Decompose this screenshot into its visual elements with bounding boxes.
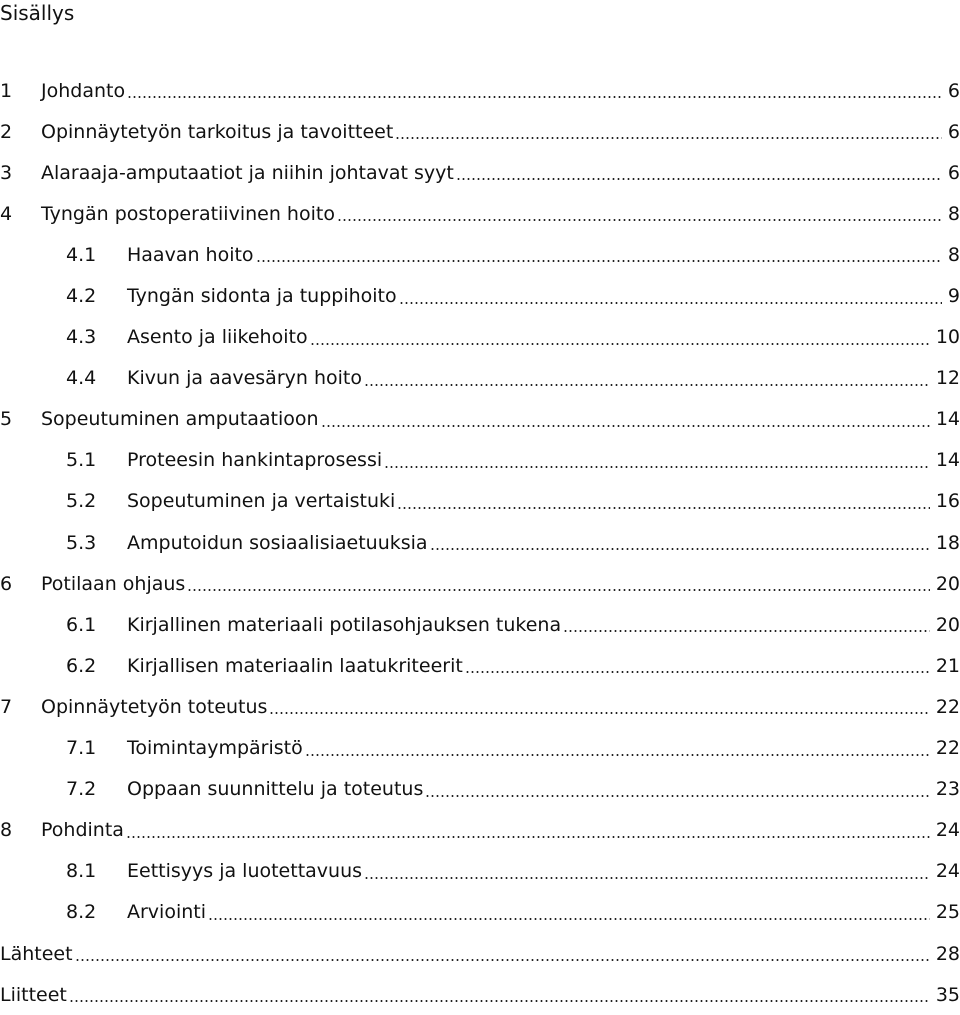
toc-entry-number: 4.3 bbox=[66, 326, 97, 349]
toc-entry[interactable] bbox=[0, 399, 960, 440]
toc-entry-number: 8.1 bbox=[66, 860, 97, 883]
toc-entry-title: Opinnäytetyön tarkoitus ja tavoitteet bbox=[41, 120, 394, 143]
dot-leader bbox=[310, 343, 930, 345]
toc-entry[interactable] bbox=[0, 810, 960, 851]
toc-entry-title: Lähteet bbox=[0, 942, 73, 965]
toc-entry-page-number: 24 bbox=[935, 819, 960, 842]
toc-entry-number: 1 bbox=[0, 79, 13, 102]
toc-entry-title: Alaraaja-amputaatiot ja niihin johtavat syyt bbox=[41, 161, 454, 184]
toc-entry[interactable] bbox=[0, 645, 960, 686]
toc-entry-title: Eettisyys ja luotettavuus bbox=[127, 860, 363, 883]
toc-entry-number: 5 bbox=[0, 408, 13, 431]
toc-entry-title: Tyngän postoperatiivinen hoito bbox=[41, 202, 335, 225]
table-of-contents bbox=[0, 70, 960, 1015]
toc-entry[interactable] bbox=[0, 317, 960, 358]
toc-entry-page-number: 9 bbox=[947, 285, 960, 308]
dot-leader bbox=[395, 137, 942, 139]
dot-leader bbox=[397, 507, 929, 509]
toc-entry-number: 4.2 bbox=[66, 285, 97, 308]
toc-entry-title: Proteesin hankintaprosessi bbox=[127, 449, 383, 472]
toc-entry[interactable] bbox=[0, 358, 960, 399]
dot-leader bbox=[305, 754, 930, 756]
toc-entry-page-number: 10 bbox=[935, 326, 960, 349]
dot-leader bbox=[465, 671, 930, 673]
toc-entry[interactable] bbox=[0, 851, 960, 892]
toc-entry[interactable] bbox=[0, 234, 960, 275]
dot-leader bbox=[208, 918, 930, 920]
toc-entry-number: 7.1 bbox=[66, 737, 97, 760]
toc-entry-title: Haavan hoito bbox=[127, 243, 254, 266]
toc-entry-number: 5.3 bbox=[66, 531, 97, 554]
toc-entry-page-number: 28 bbox=[935, 942, 960, 965]
toc-entry-number: 6.1 bbox=[66, 613, 97, 636]
toc-entry-page-number: 24 bbox=[935, 860, 960, 883]
toc-entry[interactable] bbox=[0, 152, 960, 193]
toc-entry-page-number: 35 bbox=[935, 983, 960, 1006]
toc-entry-number: 4 bbox=[0, 202, 13, 225]
toc-entry-page-number: 18 bbox=[935, 531, 960, 554]
dot-leader bbox=[384, 466, 930, 468]
toc-entry-title: Amputoidun sosiaalisiaetuuksia bbox=[127, 531, 428, 554]
toc-entry-title: Kirjallisen materiaalin laatukriteerit bbox=[127, 654, 463, 677]
toc-entry-number: 2 bbox=[0, 120, 13, 143]
toc-entry-title: Sopeutuminen amputaatioon bbox=[41, 408, 319, 431]
toc-entry[interactable] bbox=[0, 440, 960, 481]
dot-leader bbox=[399, 302, 942, 304]
toc-entry[interactable] bbox=[0, 892, 960, 933]
toc-entry[interactable] bbox=[0, 728, 960, 769]
toc-entry-title: Tyngän sidonta ja tuppihoito bbox=[127, 285, 397, 308]
toc-entry[interactable] bbox=[0, 686, 960, 727]
toc-entry[interactable] bbox=[0, 522, 960, 563]
dot-leader bbox=[256, 260, 942, 262]
dot-leader bbox=[337, 219, 942, 221]
toc-entry-title: Potilaan ohjaus bbox=[41, 572, 186, 595]
toc-entry-number: 8 bbox=[0, 819, 13, 842]
toc-entry-title: Kivun ja aavesäryn hoito bbox=[127, 367, 362, 390]
toc-entry-page-number: 14 bbox=[935, 408, 960, 431]
dot-leader bbox=[187, 589, 930, 591]
dot-leader bbox=[563, 630, 930, 632]
dot-leader bbox=[430, 548, 930, 550]
page-title: Sisällys bbox=[0, 1, 75, 25]
toc-entry-title: Sopeutuminen ja vertaistuki bbox=[127, 490, 396, 513]
dot-leader bbox=[321, 425, 930, 427]
toc-entry-page-number: 22 bbox=[935, 737, 960, 760]
dot-leader bbox=[364, 384, 930, 386]
toc-entry-page-number: 14 bbox=[935, 449, 960, 472]
toc-entry[interactable] bbox=[0, 111, 960, 152]
toc-entry-page-number: 23 bbox=[935, 778, 960, 801]
dot-leader bbox=[75, 959, 930, 961]
toc-entry[interactable] bbox=[0, 604, 960, 645]
toc-entry-page-number: 20 bbox=[935, 572, 960, 595]
toc-entry[interactable] bbox=[0, 563, 960, 604]
toc-entry-page-number: 6 bbox=[947, 161, 960, 184]
toc-entry-page-number: 25 bbox=[935, 901, 960, 924]
dot-leader bbox=[127, 96, 942, 98]
toc-entry-title: Toimintaympäristö bbox=[127, 737, 303, 760]
toc-entry-page-number: 6 bbox=[947, 79, 960, 102]
toc-entry-number: 6.2 bbox=[66, 654, 97, 677]
toc-entry-number: 3 bbox=[0, 161, 13, 184]
toc-entry[interactable] bbox=[0, 70, 960, 111]
toc-entry-title: Oppaan suunnittelu ja toteutus bbox=[127, 778, 424, 801]
toc-entry-title: Opinnäytetyön toteutus bbox=[41, 695, 268, 718]
toc-entry-number: 4.4 bbox=[66, 367, 97, 390]
toc-entry-title: Asento ja liikehoito bbox=[127, 326, 308, 349]
toc-entry-page-number: 22 bbox=[935, 695, 960, 718]
toc-entry-page-number: 16 bbox=[935, 490, 960, 513]
toc-entry-page-number: 20 bbox=[935, 613, 960, 636]
toc-entry-title: Liitteet bbox=[0, 983, 67, 1006]
toc-entry-title: Johdanto bbox=[41, 79, 126, 102]
toc-entry-number: 7.2 bbox=[66, 778, 97, 801]
dot-leader bbox=[425, 795, 929, 797]
toc-entry[interactable] bbox=[0, 481, 960, 522]
toc-entry-number: 4.1 bbox=[66, 243, 97, 266]
toc-entry[interactable] bbox=[0, 933, 960, 974]
toc-entry-number: 8.2 bbox=[66, 901, 97, 924]
toc-entry-number: 5.2 bbox=[66, 490, 97, 513]
dot-leader bbox=[364, 877, 930, 879]
toc-entry-number: 7 bbox=[0, 695, 13, 718]
toc-entry-page-number: 12 bbox=[935, 367, 960, 390]
dot-leader bbox=[69, 1000, 930, 1002]
dot-leader bbox=[269, 712, 929, 714]
toc-entry-page-number: 8 bbox=[947, 243, 960, 266]
toc-entry-title: Kirjallinen materiaali potilasohjauksen tukena bbox=[127, 613, 562, 636]
toc-entry-number: 5.1 bbox=[66, 449, 97, 472]
dot-leader bbox=[456, 178, 942, 180]
toc-entry-page-number: 21 bbox=[935, 654, 960, 677]
toc-entry-page-number: 6 bbox=[947, 120, 960, 143]
dot-leader bbox=[126, 836, 930, 838]
toc-entry[interactable] bbox=[0, 275, 960, 316]
toc-entry-title: Arviointi bbox=[127, 901, 207, 924]
toc-entry[interactable] bbox=[0, 769, 960, 810]
toc-entry-page-number: 8 bbox=[947, 202, 960, 225]
toc-entry[interactable] bbox=[0, 193, 960, 234]
toc-entry[interactable] bbox=[0, 974, 960, 1015]
toc-entry-number: 6 bbox=[0, 572, 13, 595]
toc-entry-title: Pohdinta bbox=[41, 819, 124, 842]
